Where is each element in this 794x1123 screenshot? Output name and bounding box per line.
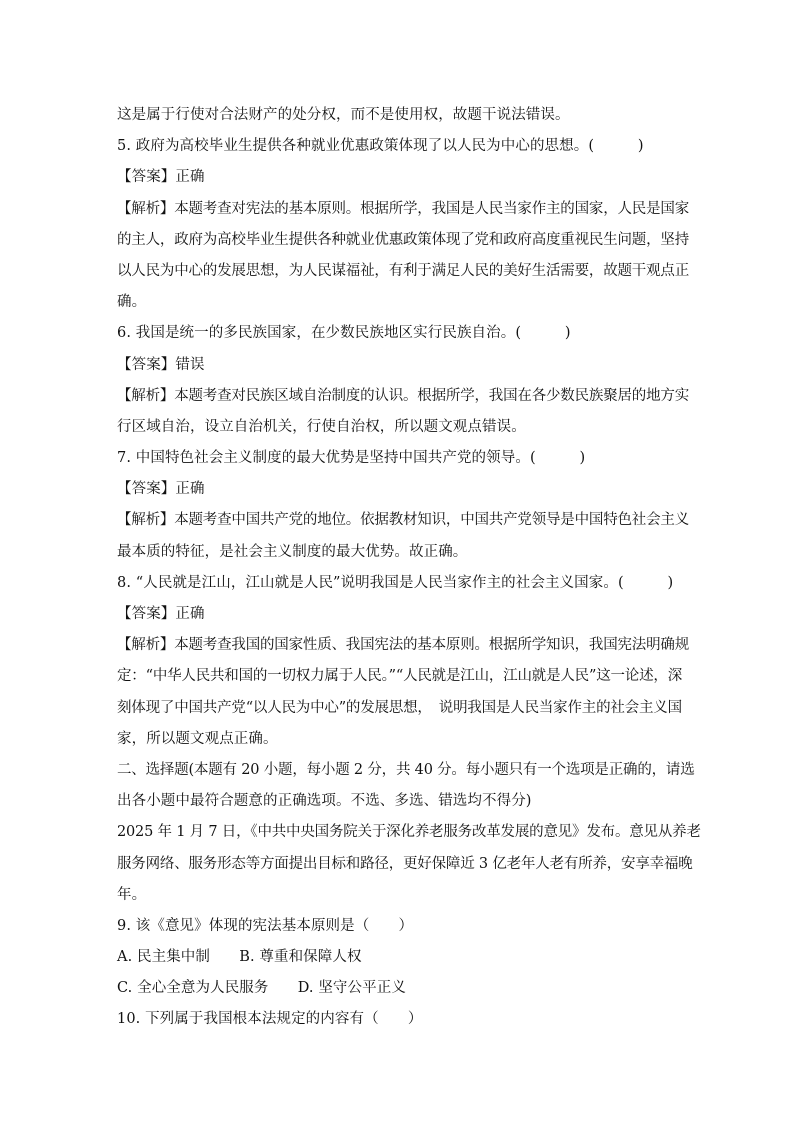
question-9-options-cd: C. 全心全意为人民服务 D. 坚守公平正义 xyxy=(117,980,406,997)
question-10: 10. 下列属于我国根本法规定的内容有（ ） xyxy=(117,1011,423,1028)
answer-7: 【答案】正确 xyxy=(117,481,205,498)
material-line-1: 2025 年 1 月 7 日，《中共中央国务院关于深化养老服务改革发展的意见》发布。意见从养老 xyxy=(117,824,701,841)
analysis-5-line-1: 【解析】本题考查对宪法的基本原则。根据所学，我国是人民当家作主的国家，人民是国家 xyxy=(117,200,689,217)
analysis-8-line-1: 【解析】本题考查我国的国家性质、我国宪法的基本原则。根据所学知识，我国宪法明确规 xyxy=(117,637,689,654)
text-line: 这是属于行使对合法财产的处分权，而不是使用权，故题干说法错误。 xyxy=(117,107,570,123)
question-9-options-ab: A. 民主集中制 B. 尊重和保障人权 xyxy=(117,949,362,966)
analysis-5-line-3: 以人民为中心的发展思想，为人民谋福祉，有利于满足人民的美好生活需要，故题干观点正 xyxy=(117,262,689,279)
document-body xyxy=(117,100,701,1036)
answer-6: 【答案】错误 xyxy=(117,356,205,373)
analysis-6-line-1: 【解析】本题考查对民族区域自治制度的认识。根据所学，我国在各少数民族聚居的地方实 xyxy=(117,387,689,404)
question-5: 5. 政府为高校毕业生提供各种就业优惠政策体现了以人民为中心的思想。( ) xyxy=(117,138,644,155)
analysis-8-line-3: 刻体现了中国共产党“以人民为中心”的发展思想， 说明我国是人民当家作主的社会主义国 xyxy=(117,699,682,716)
analysis-8-line-4: 家，所以题文观点正确。 xyxy=(117,730,278,747)
analysis-8-line-2: 定：“中华人民共和国的一切权力属于人民。”“人民就是江山，江山就是人民”这一论述，深 xyxy=(117,668,682,685)
material-line-3: 年。 xyxy=(117,886,147,903)
analysis-7-line-1: 【解析】本题考查中国共产党的地位。依据教材知识，中国共产党领导是中国特色社会主义 xyxy=(117,512,689,529)
analysis-7-line-2: 最本质的特征，是社会主义制度的最大优势。故正确。 xyxy=(117,543,468,560)
answer-8: 【答案】正确 xyxy=(117,606,205,622)
question-9: 9. 该《意见》体现的宪法基本原则是（ ） xyxy=(117,917,414,934)
question-7: 7. 中国特色社会主义制度的最大优势是坚持中国共产党的领导。( ) xyxy=(117,450,586,467)
question-8: 8. “人民就是江山，江山就是人民”说明我国是人民当家作主的社会主义国家。( ) xyxy=(117,574,674,591)
analysis-5-line-4: 确。 xyxy=(117,294,147,311)
answer-5: 【答案】正确 xyxy=(117,169,205,186)
material-line-2: 服务网络、服务形态等方面提出目标和路径，更好保障近 3 亿老年人老有所养，安享幸福晚 xyxy=(117,855,693,872)
analysis-5-line-2: 的主人，政府为高校毕业生提供各种就业优惠政策体现了党和政府高度重视民生问题，坚持 xyxy=(117,231,689,248)
question-6: 6. 我国是统一的多民族国家，在少数民族地区实行民族自治。( ) xyxy=(117,325,571,342)
analysis-6-line-2: 行区域自治，设立自治机关，行使自治权，所以题文观点错误。 xyxy=(117,418,526,435)
section-heading-line-1: 二、选择题(本题有 20 小题，每小题 2 分，共 40 分。每小题只有一个选项是正确的，请选 xyxy=(117,761,695,778)
section-heading-line-2: 出各小题中最符合题意的正确选项。不选、多选、错选均不得分) xyxy=(117,793,532,810)
